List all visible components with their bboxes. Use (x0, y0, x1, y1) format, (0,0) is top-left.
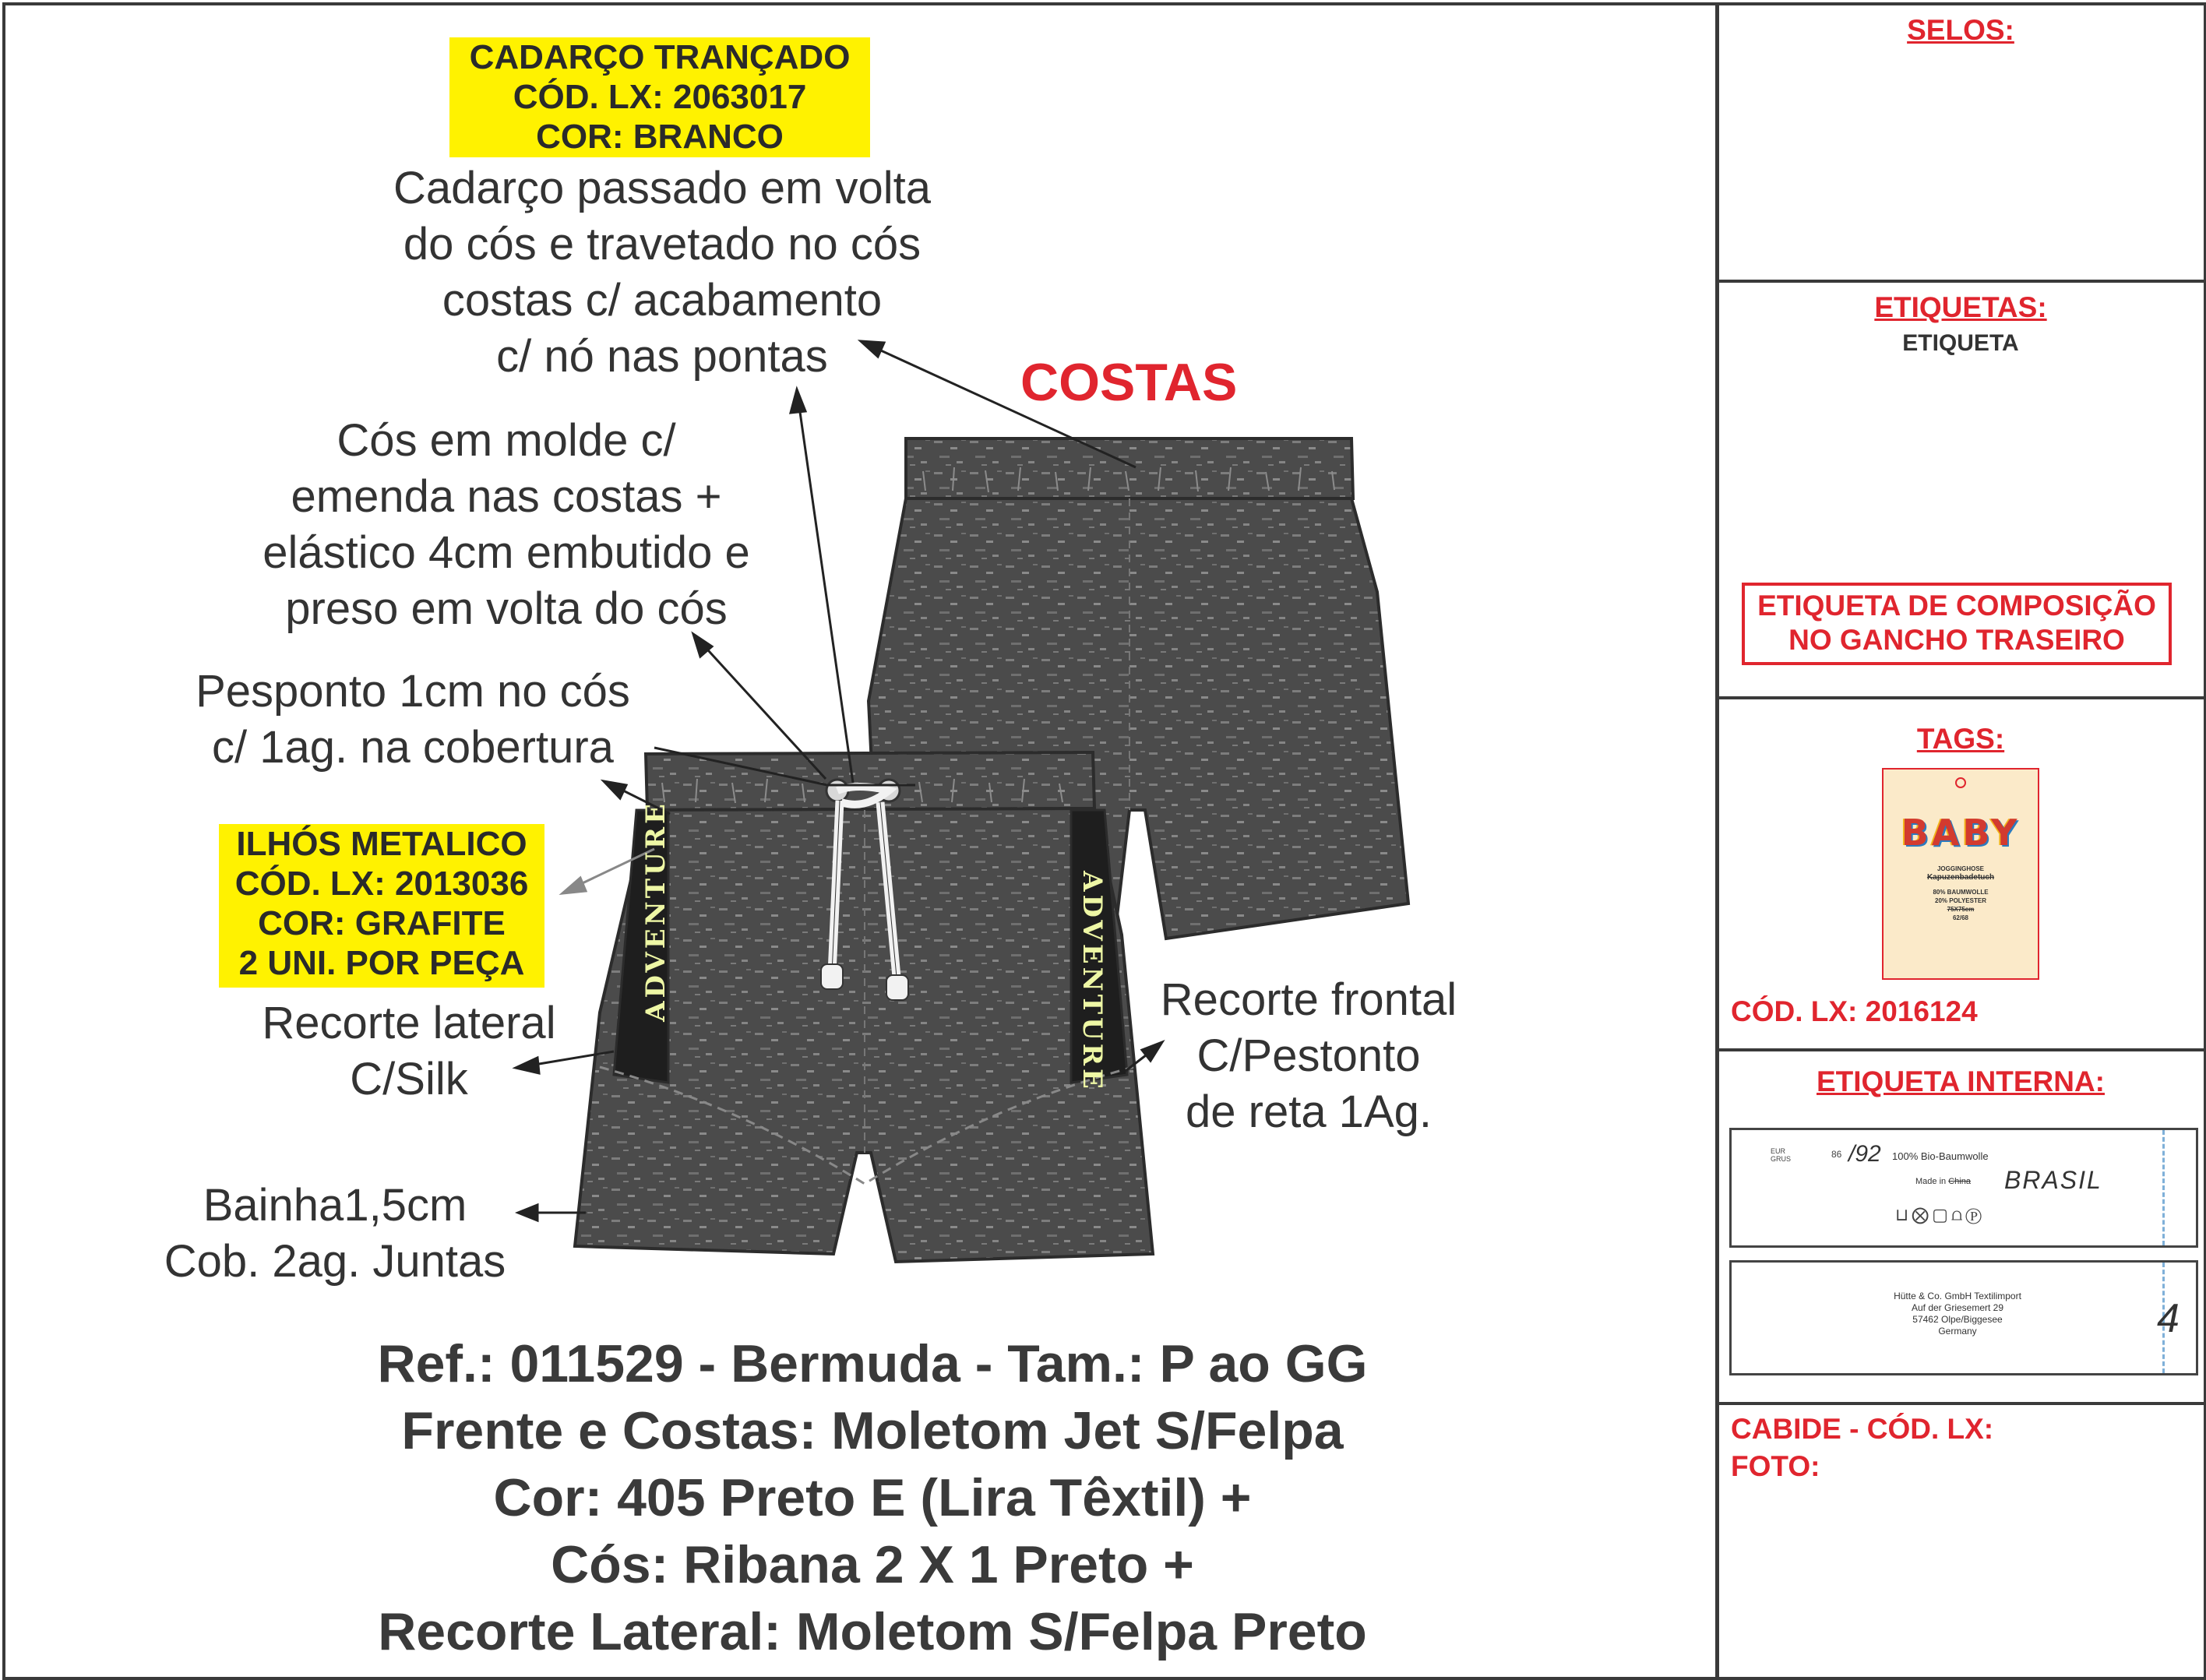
etiqueta-interna-title: ETIQUETA INTERNA: (1817, 1065, 2105, 1097)
etiquetas-title: ETIQUETAS: (1874, 291, 2047, 323)
cos-note (210, 413, 802, 637)
tag-hole (1955, 777, 1966, 788)
cos-note-line-3: elástico 4cm embutido e (263, 527, 750, 578)
bainha-note (148, 1178, 522, 1290)
tag-line-2: Kapuzenbadetuch (1926, 873, 1995, 882)
recorte-lateral-note (226, 995, 592, 1108)
tag-line-1: JOGGINGHOSE (1936, 865, 1984, 872)
spec-line-3: Cor: 405 Preto E (Lira Têxtil) + (493, 1468, 1252, 1527)
spec-line-2: Frente e Costas: Moletom Jet S/Felpa (401, 1401, 1344, 1460)
tag-line-6: 62/68 (1952, 914, 1969, 921)
pesponto-note-line-2: c/ 1ag. na cobertura (212, 722, 614, 773)
cabide-label: CABIDE - CÓD. LX: (1731, 1413, 1994, 1445)
ilhos-spec-box (219, 824, 544, 988)
cadarco-note-line-4: c/ nó nas pontas (496, 331, 828, 382)
label-composition: 100% Bio-Baumwolle (1892, 1150, 1989, 1162)
label-made-prefix: Made in (1915, 1177, 1947, 1186)
product-spec (179, 1330, 1566, 1665)
ilhos-line-2: CÓD. LX: 2013036 (234, 865, 529, 903)
ilhos-line-3: COR: GRAFITE (258, 904, 506, 942)
silk-text-left: ADVENTURE (640, 801, 671, 1022)
silk-text-right: ADVENTURE (1077, 871, 1108, 1092)
label-address (1848, 1291, 2067, 1337)
label-size-a: 86 (1831, 1149, 1842, 1160)
cos-note-line-2: emenda nas costas + (291, 471, 722, 522)
cadarco-note-line-2: do cós e travetado no cós (403, 219, 922, 269)
cos-note-line-1: Cós em molde c/ (337, 415, 676, 466)
pesponto-note-line-1: Pesponto 1cm no cós (196, 666, 630, 717)
cadarco-spec-box (449, 37, 870, 157)
care-symbols-icon: ⊔⨂▢⩍Ⓟ (1895, 1205, 1985, 1224)
recorte-lateral-line-1: Recorte lateral (262, 998, 556, 1048)
label-grus: GRUS (1771, 1155, 1792, 1163)
tag-text-block (1884, 865, 2038, 922)
wash-label-care (1729, 1128, 2198, 1248)
recorte-frontal-note (1122, 972, 1496, 1140)
cos-note-line-4: preso em volta do cós (285, 583, 728, 634)
recorte-frontal-line-2: C/Pestonto (1196, 1030, 1421, 1081)
tag-line-4: 20% POLYESTER (1935, 897, 1986, 904)
cadarco-note-line-3: costas c/ acabamento (442, 275, 883, 326)
hang-tag (1882, 768, 2039, 980)
cadarco-note (327, 160, 997, 385)
label-fold-line (2162, 1130, 2165, 1245)
spec-line-1: Ref.: 011529 - Bermuda - Tam.: P ao GG (377, 1334, 1368, 1393)
label-eur: EUR (1771, 1147, 1786, 1155)
label-address-line-2: Auf der Griesemert 29 (1911, 1302, 2004, 1313)
recorte-frontal-line-1: Recorte frontal (1160, 974, 1457, 1025)
tag-line-5: 75X75cm (1947, 906, 1975, 913)
label-handwritten-mark: 4 (2157, 1296, 2180, 1341)
label-made-written: BRASIL (2004, 1166, 2102, 1194)
ilhos-line-4: 2 UNI. POR PEÇA (238, 944, 525, 982)
label-address-line-1: Hütte & Co. GmbH Textilimport (1894, 1291, 2021, 1301)
cadarco-line-1: CADARÇO TRANÇADO (469, 38, 851, 76)
composicao-line-2: NO GANCHO TRASEIRO (1788, 624, 2125, 656)
tag-line-3: 80% BAUMWOLLE (1933, 889, 1989, 896)
foto-label: FOTO: (1731, 1450, 1820, 1482)
selos-title: SELOS: (1907, 14, 2014, 46)
ilhos-line-1: ILHÓS METALICO (236, 825, 527, 863)
label-made-struck: China (1948, 1177, 1971, 1186)
recorte-frontal-line-3: de reta 1Ag. (1186, 1087, 1432, 1137)
composicao-box (1742, 583, 2172, 665)
costas-label: COSTAS (1020, 353, 1238, 412)
cadarco-line-3: COR: BRANCO (536, 118, 784, 156)
cadarco-note-line-1: Cadarço passado em volta (393, 163, 931, 213)
composicao-line-1: ETIQUETA DE COMPOSIÇÃO (1757, 590, 2156, 622)
spec-line-5: Recorte Lateral: Moletom S/Felpa Preto (378, 1602, 1367, 1661)
label-eur-grus (1771, 1147, 1791, 1163)
label-size-b: /92 (1848, 1141, 1881, 1167)
label-address-line-3: 57462 Olpe/Biggesee (1912, 1314, 2003, 1325)
etiqueta-text: ETIQUETA (1902, 330, 2019, 356)
tags-title: TAGS: (1916, 723, 2005, 755)
spec-line-4: Cós: Ribana 2 X 1 Preto + (551, 1535, 1194, 1594)
recorte-lateral-line-2: C/Silk (350, 1054, 468, 1104)
tag-brand-logo: BABY (1901, 812, 2021, 854)
wash-label-address (1729, 1260, 2198, 1375)
cadarco-line-2: CÓD. LX: 2063017 (513, 78, 807, 116)
pesponto-note (140, 664, 685, 776)
label-made-in (1915, 1177, 1971, 1186)
bainha-line-2: Cob. 2ag. Juntas (164, 1236, 506, 1287)
tag-code: CÓD. LX: 2016124 (1731, 995, 1978, 1027)
label-address-line-4: Germany (1938, 1326, 1977, 1337)
bainha-line-1: Bainha1,5cm (203, 1180, 467, 1231)
